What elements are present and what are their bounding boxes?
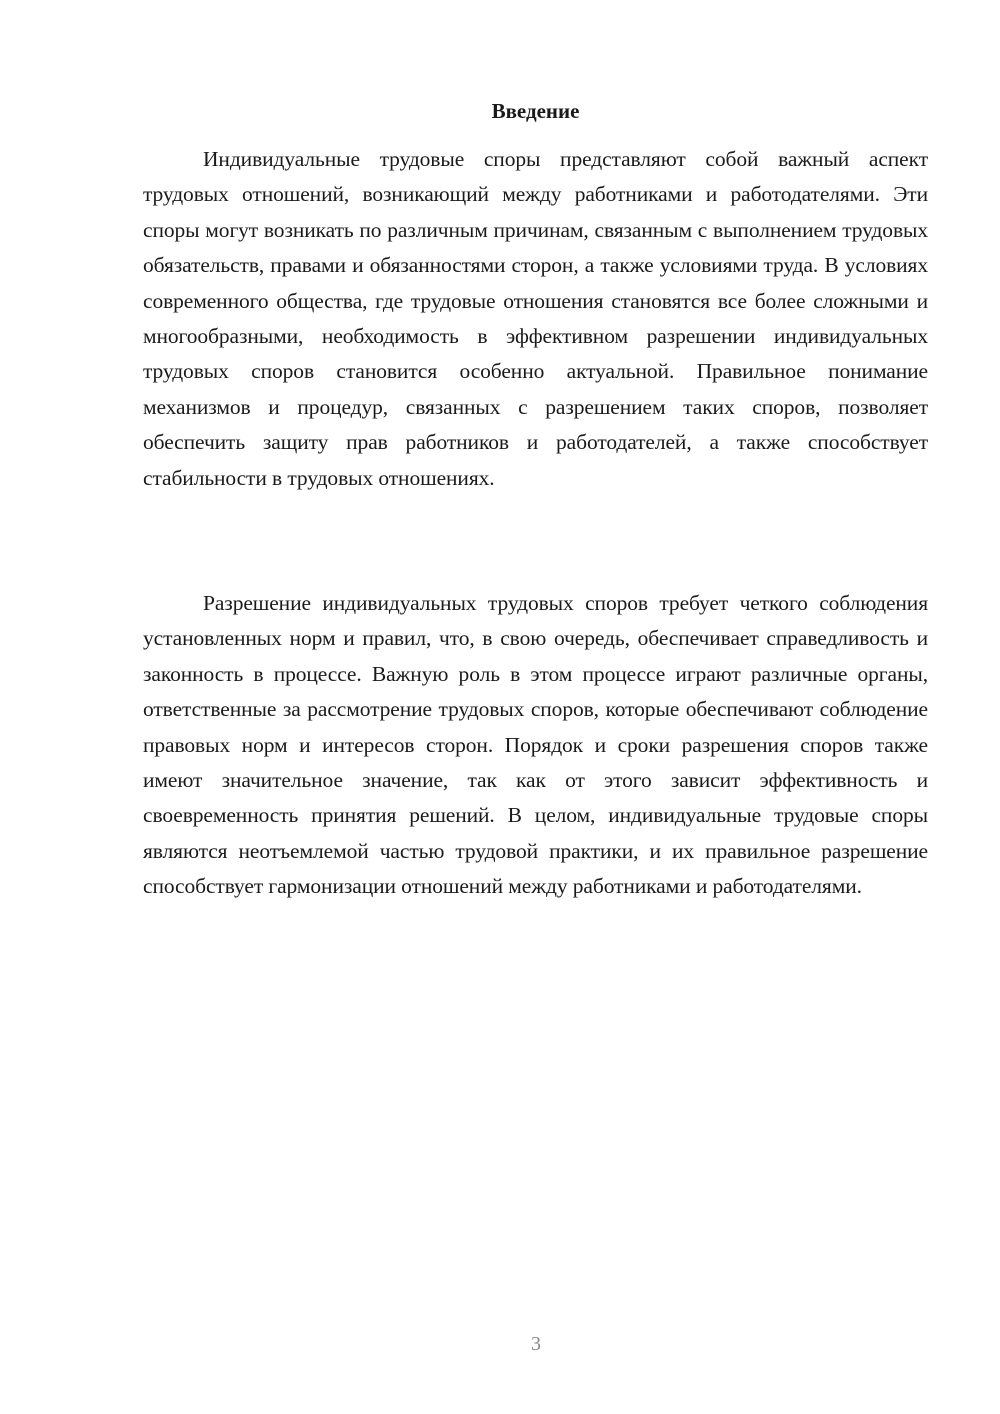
paragraph-2: Разрешение индивидуальных трудовых споров требует четкого соблюдения установленных норм и правил, что, в свою очередь, обеспечивает справедливость и законность в процессе. Важную роль в этом процессе играют различные органы, ответственные за рассмотрение трудовых споров, которые обеспечивают соблюдение правовых норм и интересов сторон. Порядок и сроки разрешения споров также имеют значительное значение, так как от этого зависит эффективность и своевременность принятия решений. В целом, индивидуальные трудовые споры являются неотъемлемой частью трудовой практики, и их правильное разрешение способствует гармонизации отношений между работниками и работодателями. xyxy=(143,591,928,899)
paragraph-1: Индивидуальные трудовые споры представляют собой важный аспект трудовых отношений, возникающий между работниками и работодателями. Эти споры могут возникать по различным причинам, связанным с выполнением трудовых обязательств, правами и обязанностями сторон, а также условиями труда. В условиях современного общества, где трудовые отношения становятся все более сложными и многообразными, необходимость в эффективном разрешении индивидуальных трудовых споров становится особенно актуальной. Правильное понимание механизмов и процедур, связанных с разрешением таких споров, позволяет обеспечить защиту прав работников и работодателей, а также способствует стабильности в трудовых отношениях. xyxy=(143,147,928,490)
page-number: 3 xyxy=(531,1333,541,1355)
section-heading: Введение xyxy=(491,99,580,123)
